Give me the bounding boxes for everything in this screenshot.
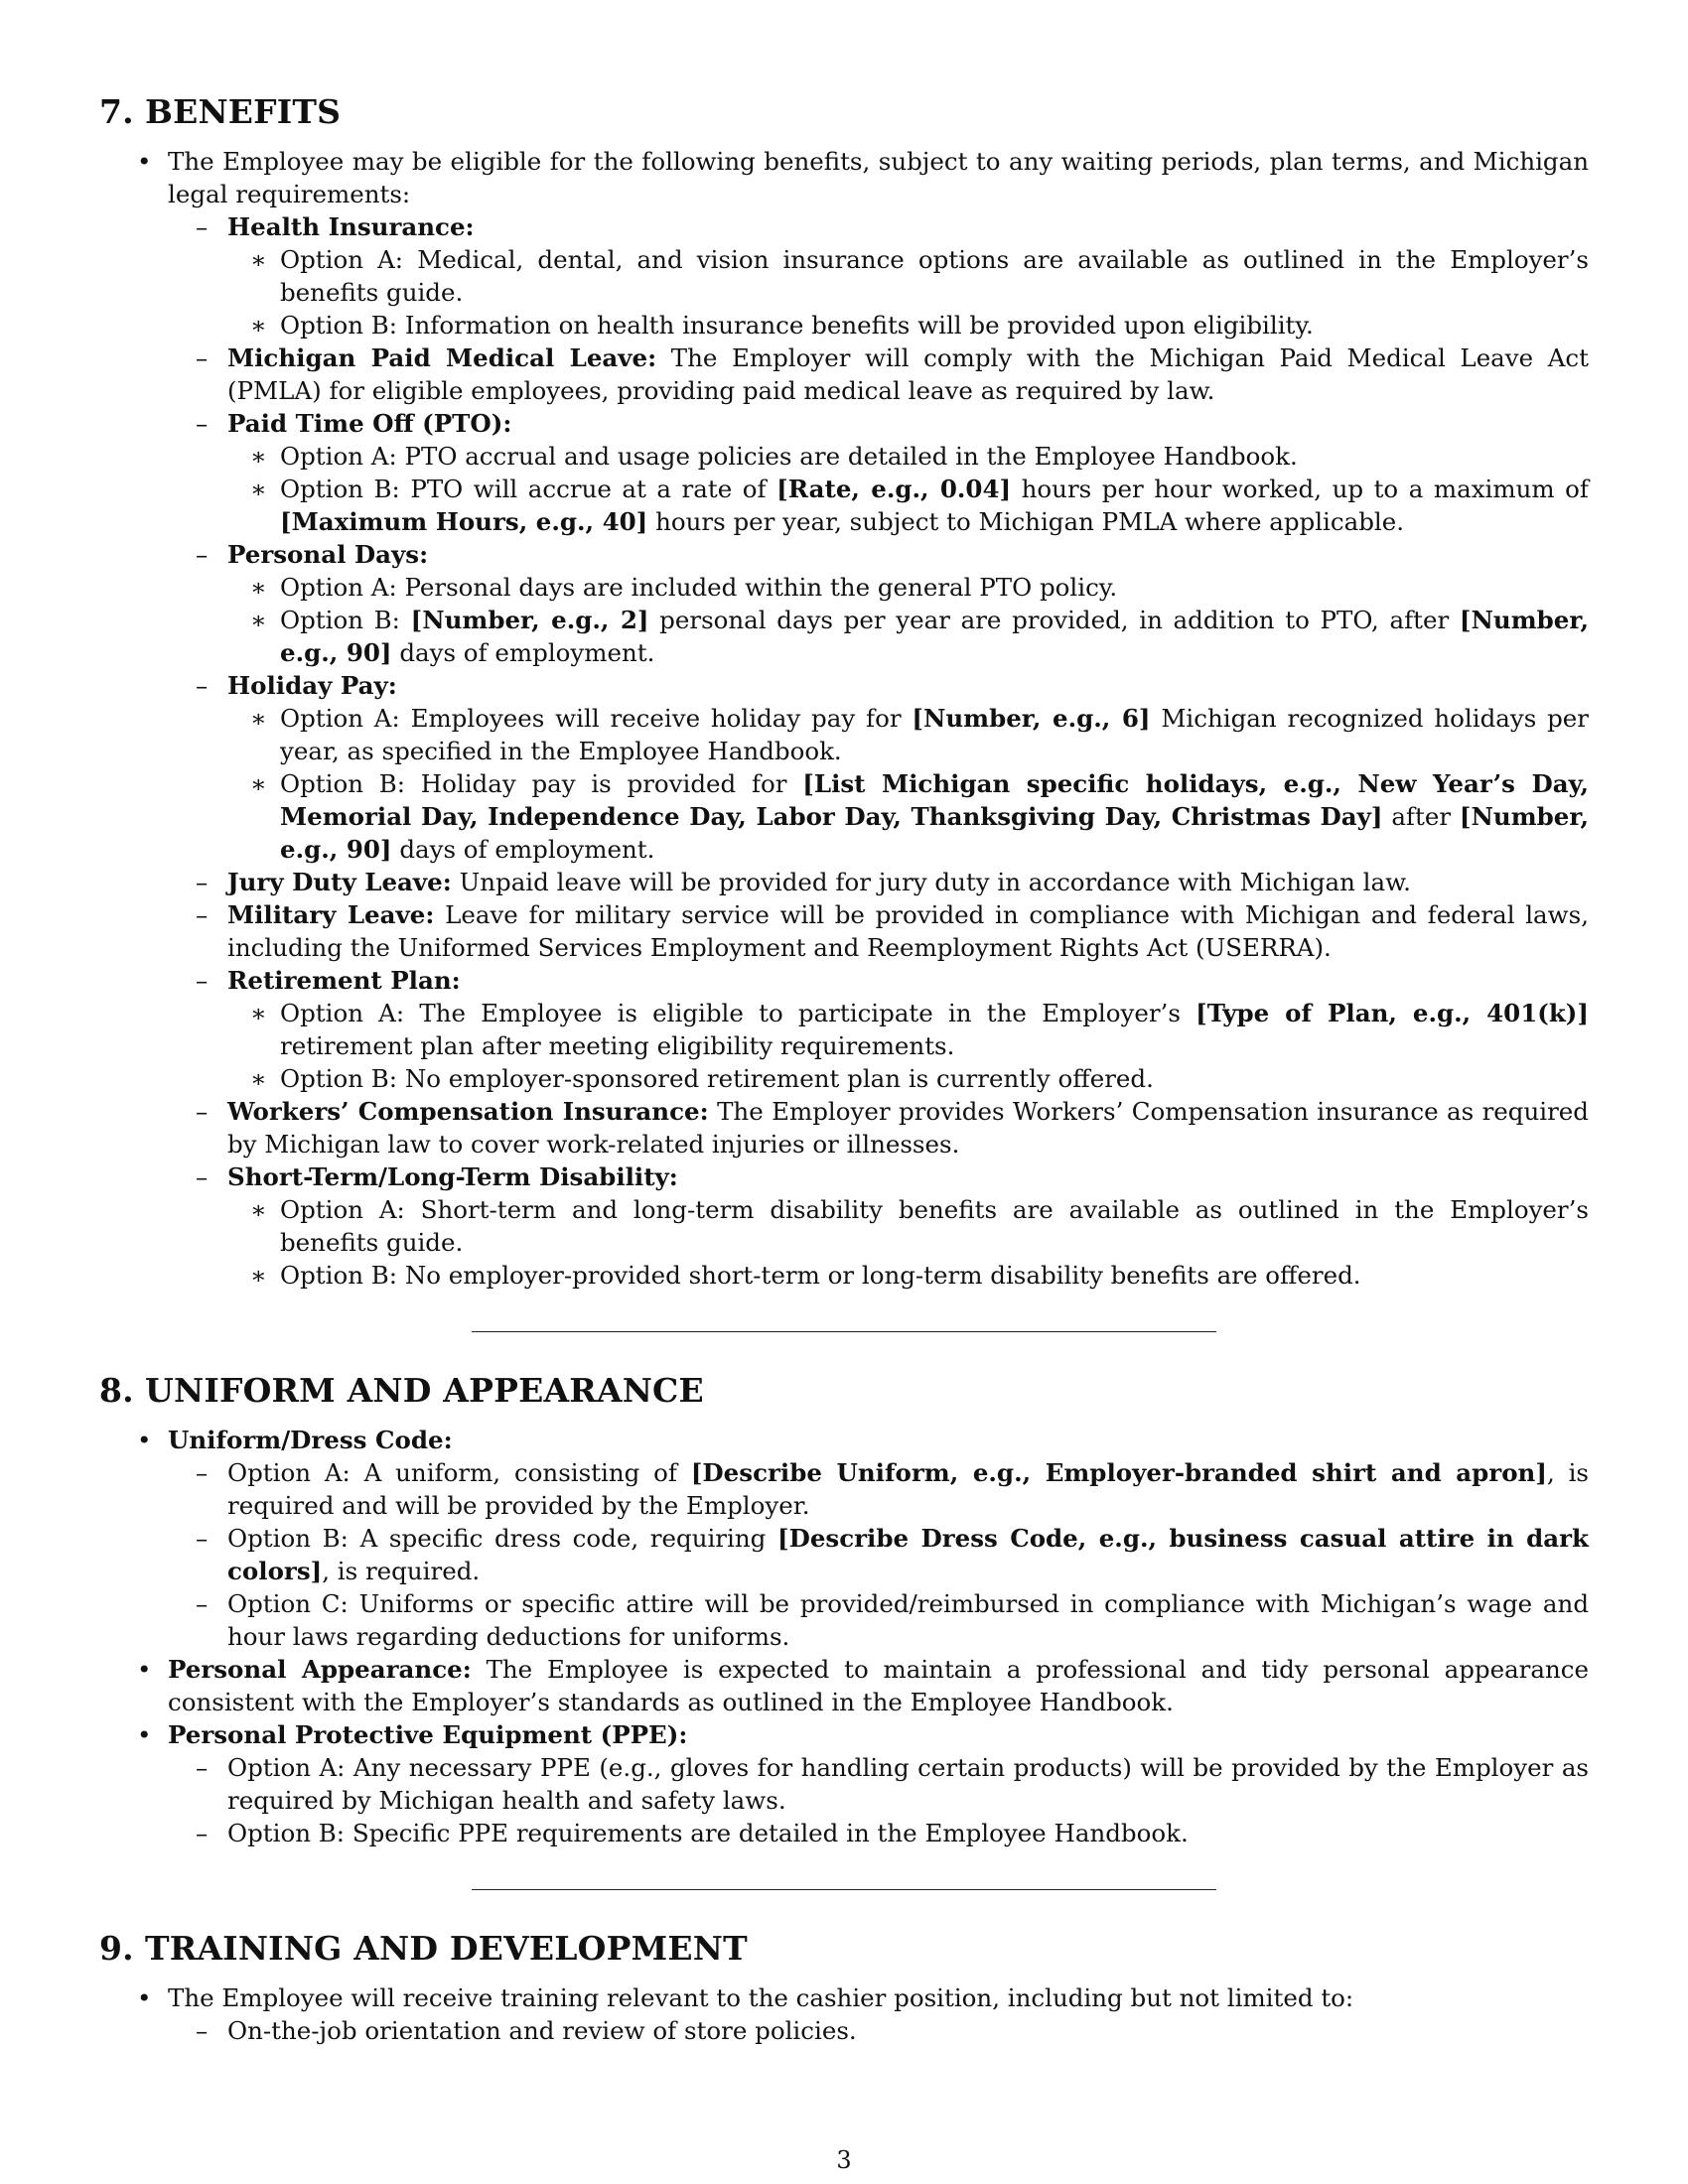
section-uniform <box>99 1370 1589 1849</box>
option-item: ∗ Option B: No employer-sponsored retirement plan is currently offered. <box>250 1064 1154 1093</box>
option-item: ∗ Option A: Employees will receive holiday pay for [Number, e.g., 6] Michigan recognized holidays per year, as specified in the Employee Handbook. <box>250 704 1590 765</box>
option-item: ∗ Option A: Medical, dental, and vision insurance options are available as outlined in the Employer’s benefits guide. <box>250 245 1589 307</box>
benefit-workers-comp: – Workers’ Compensation Insurance: The Employer provides Workers’ Compensation insurance as required by Michigan law to cover work-related injuries or illnesses. <box>196 1097 1589 1159</box>
section-heading: 7. BENEFITS <box>99 92 342 131</box>
option-item: ∗ Option B: Information on health insurance benefits will be provided upon eligibility. <box>250 311 1314 340</box>
benefit-health-insurance: – Health Insurance: ∗ Option A: Medical, dental, and vision insurance options are available as outlined in the Employer’s benefits guide. ∗ Option B: Information on health insurance benefits will be provided upon eligibility. <box>99 210 1589 341</box>
option-item: ∗ Option B: No employer-provided short-term or long-term disability benefits are offered. <box>250 1261 1361 1290</box>
option-item: ∗ Option B: Holiday pay is provided for [List Michigan specific holidays, e.g., New Year’s Day, Memorial Day, Independence Day, Labor Day, Thanksgiving Day, Christmas Day] after [Number, e.g., 90] days of employment. <box>250 769 1589 864</box>
list-item: • The Employee will receive training relevant to the cashier position, including but not limited to: – On-the-job orientation and review of store policies. <box>99 1981 1589 2047</box>
benefit-holiday-pay: – Holiday Pay: ∗ Option A: Employees will receive holiday pay for [Number, e.g., 6] Michigan recognized holidays per year, as specified in the Employee Handbook. ∗ Option B: Holiday pay is provided for [List Michigan specific holidays, e.g., New Year’s Day, Memorial Day, Independence Day, Labor Day, Thanksgiving Day, Christmas Day] after [Number, e.g., 90] days of employment. <box>99 669 1589 866</box>
option-item: ∗ Option A: Personal days are included within the general PTO policy. <box>250 573 1118 602</box>
option-item: – Option A: A uniform, consisting of [Describe Uniform, e.g., Employer-branded shirt and apron], is required and will be provided by the Employer. <box>196 1458 1589 1520</box>
benefit-pmla: – Michigan Paid Medical Leave: The Employer will comply with the Michigan Paid Medical Leave Act (PMLA) for eligible employees, providing paid medical leave as required by law. <box>196 343 1589 405</box>
option-item: – Option B: Specific PPE requirements are detailed in the Employee Handbook. <box>196 1819 1189 1847</box>
option-item: – Option C: Uniforms or specific attire will be provided/reimbursed in compliance with Michigan’s wage and hour laws regarding deductions for uniforms. <box>196 1589 1589 1651</box>
section-heading: 9. TRAINING AND DEVELOPMENT <box>99 1929 748 1968</box>
list-item: • The Employee may be eligible for the following benefits, subject to any waiting periods, plan terms, and Michigan legal requirements: – Health Insurance: ∗ Option A: Medical, dental, and vision insurance options are available as outlined in the Employer’s benefits guide. ∗ Option B: Information on health insurance benefits will be provided upon eligibility. – Michigan Paid Medical Leave: The Employer will comply with the Michigan Paid Medical Leave Act (PMLA) for eligible employees, providing paid medical leave as required by law. – Paid Time Off (PTO): ∗ Option A: PTO accrual and usage policies are detailed in the Employee Handbook. ∗ Option B: PTO will accrue at a rate of [Rate, e.g., 0.04] hours per hour worked, up to a maximum of [Maximum Hours, e.g., 40] hours per year, subject to Michigan PMLA where applicable. – Personal Days: ∗ Option A: Personal days are included within the general PTO policy. ∗ Option B: [Number, e.g., 2] personal days per year are provided, in addition to PTO, after [Number, e.g., 90] days of employment. – Holiday Pay: ∗ Option A: Employees will receive holiday pay for [Number, e.g., 6] Michigan recognized holidays per year, as specified in the Employee Handbook. ∗ Option B: Holiday pay is provided for [List Michigan specific holidays, e.g., New Year’s Day, Memorial Day, Independence Day, Labor Day, Thanksgiving Day, Christmas Day] after [Number, e.g., 90] days of employment. – Jury Duty Leave: Unpaid leave will be provided for jury duty in accordance with Michigan law. – Military Leave: Leave for military service will be provided in compliance with Michigan and federal laws, including the Uniformed Services Employment and Reemployment Rights Act (USERRA). – Retirement Plan: ∗ Option A: The Employee is eligible to participate in the Employer’s [Type of Plan, e.g., 401(k)] retirement plan after meeting eligibility requirements. ∗ Option B: No employer-sponsored retirement plan is currently offered. – Workers’ Compensation Insurance: The Employer provides Workers’ Compensation insurance as required by Michigan law to cover work-related injuries or illnesses. – Short-Term/Long-Term Disability: ∗ Option A: Short-term and long-term disability benefits are available as outlined in the Employer’s benefits guide. ∗ Option B: No employer-provided short-term or long-term disability benefits are offered. <box>99 145 1589 1292</box>
option-item: ∗ Option B: [Number, e.g., 2] personal days per year are provided, in addition to PTO, after [Number, e.g., 90] days of employment. <box>250 606 1589 667</box>
benefit-military-leave: – Military Leave: Leave for military service will be provided in compliance with Michigan and federal laws, including the Uniformed Services Employment and Reemployment Rights Act (USERRA). <box>196 900 1590 962</box>
benefit-jury-duty: – Jury Duty Leave: Unpaid leave will be provided for jury duty in accordance with Michigan law. <box>196 868 1411 896</box>
benefit-retirement: – Retirement Plan: ∗ Option A: The Employee is eligible to participate in the Employer’s [Type of Plan, e.g., 401(k)] retirement plan after meeting eligibility requirements. ∗ Option B: No employer-sponsored retirement plan is currently offered. <box>99 964 1589 1095</box>
option-item: ∗ Option B: PTO will accrue at a rate of [Rate, e.g., 0.04] hours per hour worked, up to a maximum of [Maximum Hours, e.g., 40] hours per year, subject to Michigan PMLA where applicable. <box>250 475 1589 536</box>
document-page <box>99 91 1589 2047</box>
section-heading: 8. UNIFORM AND APPEARANCE <box>99 1371 704 1410</box>
option-item: – Option A: Any necessary PPE (e.g., gloves for handling certain products) will be provided by the Employer as required by Michigan health and safety laws. <box>196 1753 1589 1815</box>
option-item: ∗ Option A: The Employee is eligible to participate in the Employer’s [Type of Plan, e.g., 401(k)] retirement plan after meeting eligibility requirements. <box>250 999 1589 1060</box>
benefit-disability: – Short-Term/Long-Term Disability: ∗ Option A: Short-term and long-term disability benefits are available as outlined in the Employer’s benefits guide. ∗ Option B: No employer-provided short-term or long-term disability benefits are offered. <box>99 1160 1589 1292</box>
list-item: – On-the-job orientation and review of store policies. <box>196 2016 857 2045</box>
option-item: – Option B: A specific dress code, requiring [Describe Dress Code, e.g., business casual attire in dark colors], is required. <box>196 1524 1589 1585</box>
uniform-dress-code: • Uniform/Dress Code: – Option A: A uniform, consisting of [Describe Uniform, e.g., Employer-branded shirt and apron], is required and will be provided by the Employer. – Option B: A specific dress code, requiring [Describe Dress Code, e.g., business casual attire in dark colors], is required. – Option C: Uniforms or specific attire will be provided/reimbursed in compliance with Michigan’s wage and hour laws regarding deductions for uniforms. <box>99 1424 1589 1653</box>
benefit-pto: – Paid Time Off (PTO): ∗ Option A: PTO accrual and usage policies are detailed in the Employee Handbook. ∗ Option B: PTO will accrue at a rate of [Rate, e.g., 0.04] hours per hour worked, up to a maximum of [Maximum Hours, e.g., 40] hours per year, subject to Michigan PMLA where applicable. <box>99 407 1589 538</box>
benefit-personal-days: – Personal Days: ∗ Option A: Personal days are included within the general PTO policy. ∗ Option B: [Number, e.g., 2] personal days per year are provided, in addition to PTO, after [Number, e.g., 90] days of employment. <box>99 538 1589 669</box>
option-item: ∗ Option A: Short-term and long-term disability benefits are available as outlined in the Employer’s benefits guide. <box>250 1195 1589 1257</box>
ppe: • Personal Protective Equipment (PPE): – Option A: Any necessary PPE (e.g., gloves for handling certain products) will be provided by the Employer as required by Michigan health and safety laws. – Option B: Specific PPE requirements are detailed in the Employee Handbook. <box>99 1718 1589 1849</box>
page-number: 3 <box>836 2146 852 2174</box>
option-item: ∗ Option A: PTO accrual and usage policies are detailed in the Employee Handbook. <box>250 442 1298 471</box>
personal-appearance: • Personal Appearance: The Employee is expected to maintain a professional and tidy personal appearance consistent with the Employer’s standards as outlined in the Employee Handbook. <box>137 1655 1589 1716</box>
section-training <box>99 1928 1589 2047</box>
section-benefits <box>99 91 1589 1292</box>
